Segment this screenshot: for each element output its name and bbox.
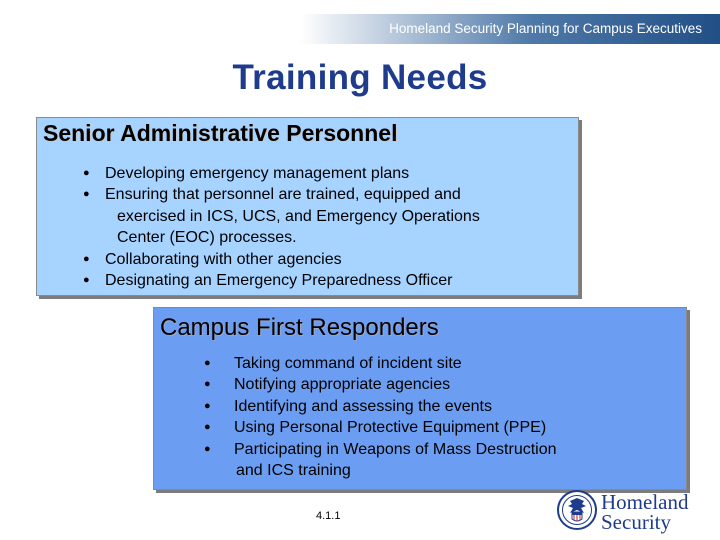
dhs-logo xyxy=(557,488,717,534)
bullet-icon: ● xyxy=(83,274,90,287)
list-item xyxy=(204,439,557,482)
list-item xyxy=(83,163,480,184)
bullet-icon: ● xyxy=(83,252,90,265)
panel-senior-administrative-personnel xyxy=(36,117,579,296)
item-text: Collaborating with other agencies xyxy=(105,250,342,268)
logo-text-homeland: Homeland xyxy=(601,490,689,514)
bullet-icon: ● xyxy=(204,399,211,412)
bullet-icon: ● xyxy=(204,357,211,369)
header-text: Homeland Security Planning for Campus Executives xyxy=(389,21,702,36)
page-number: 4.1.1 xyxy=(316,510,341,522)
logo-text-security: Security xyxy=(601,510,671,534)
dhs-seal-icon xyxy=(557,490,597,530)
item-continuation: and ICS training xyxy=(236,462,351,480)
panel-campus-first-responders xyxy=(153,307,687,490)
item-continuation: Center (EOC) processes. xyxy=(117,229,297,247)
item-text: Taking command of incident site xyxy=(234,355,462,372)
item-text: Designating an Emergency Preparedness Officer xyxy=(105,272,453,290)
item-text: Notifying appropriate agencies xyxy=(234,376,451,394)
bullet-list xyxy=(83,163,480,291)
header-bar xyxy=(300,14,720,44)
list-item xyxy=(83,270,480,291)
item-text: Using Personal Protective Equipment (PPE) xyxy=(234,419,547,437)
list-item xyxy=(204,374,557,395)
panel-heading: Senior Administrative Personnel xyxy=(43,120,398,146)
bullet-list xyxy=(204,353,557,481)
panel-heading: Campus First Responders xyxy=(160,314,439,341)
bullet-icon: ● xyxy=(83,188,90,201)
bullet-icon: ● xyxy=(83,167,90,179)
bullet-icon: ● xyxy=(204,442,211,455)
bullet-icon: ● xyxy=(204,421,211,434)
item-text: Identifying and assessing the events xyxy=(234,397,492,415)
item-text: Developing emergency management plans xyxy=(105,165,410,182)
list-item xyxy=(204,353,557,374)
item-continuation: exercised in ICS, UCS, and Emergency Operations xyxy=(117,207,480,225)
item-text: Participating in Weapons of Mass Destruction xyxy=(234,440,557,458)
item-text: Ensuring that personnel are trained, equipped and xyxy=(105,186,461,204)
list-item xyxy=(83,249,480,270)
list-item xyxy=(83,184,480,248)
bullet-icon: ● xyxy=(204,378,211,391)
list-item xyxy=(204,417,557,438)
slide-title: Training Needs xyxy=(232,58,488,97)
list-item xyxy=(204,396,557,417)
